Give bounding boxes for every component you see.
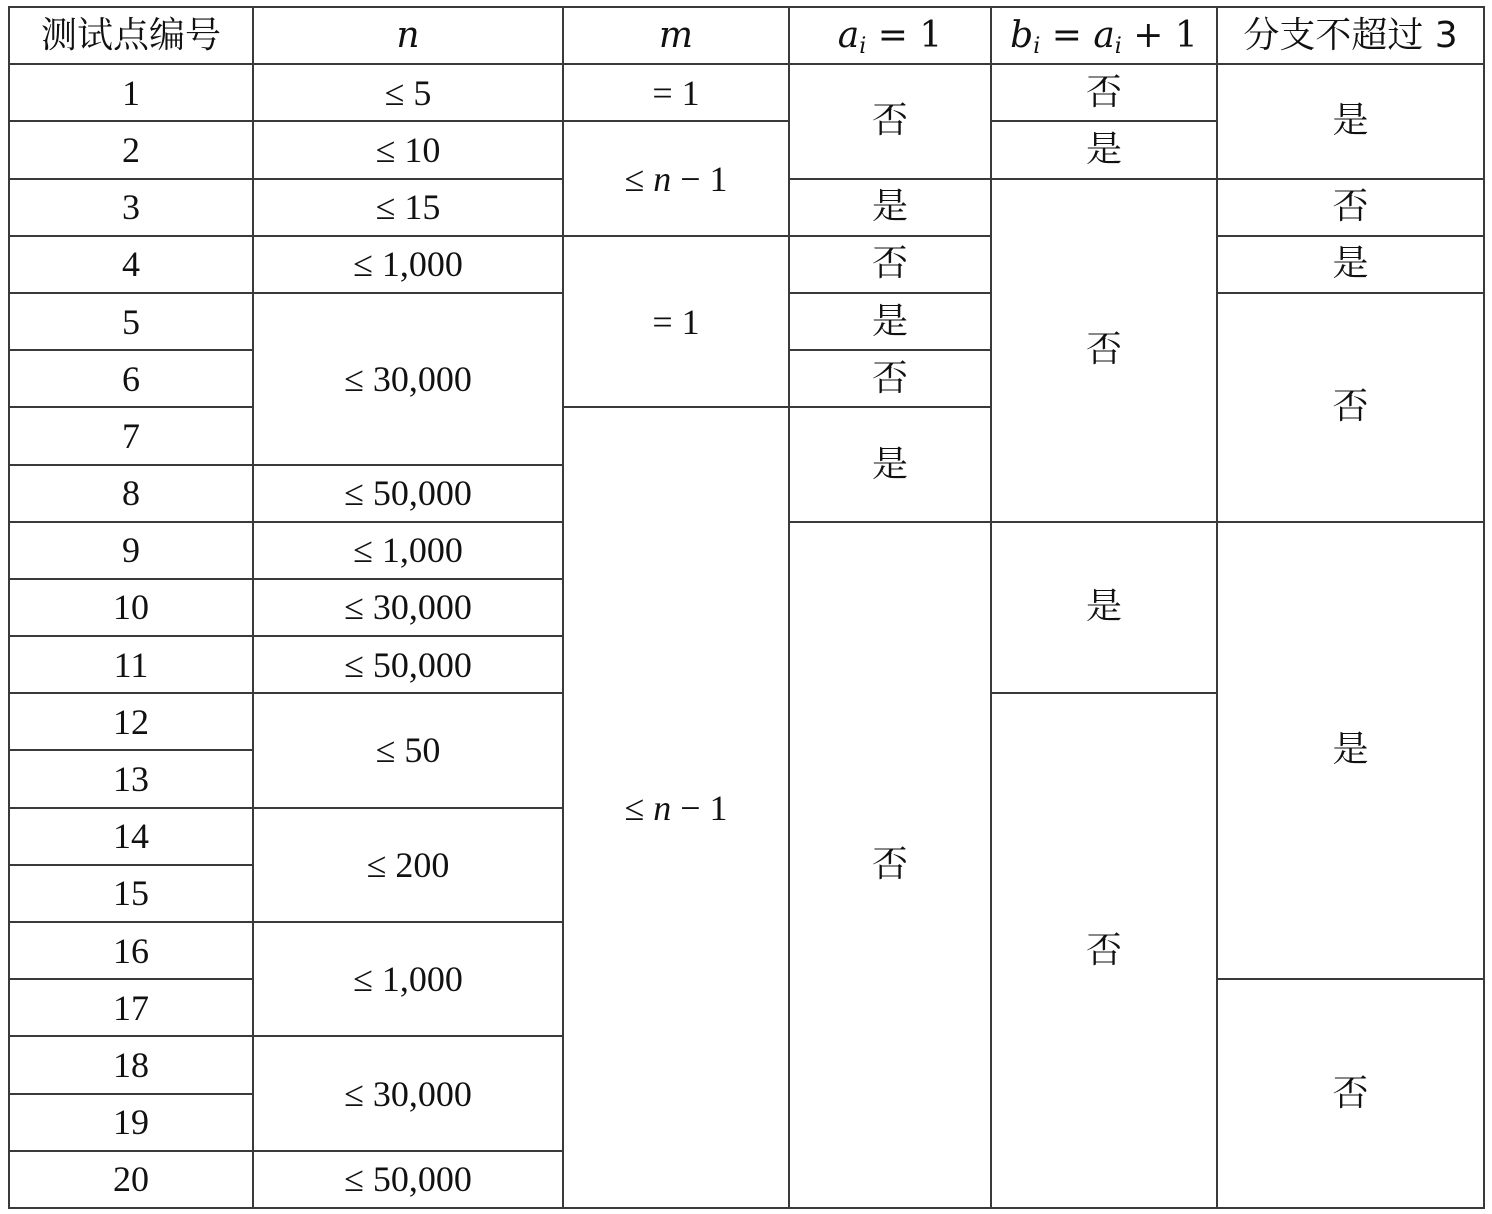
cell-a: 是: [789, 179, 991, 236]
cell-test-id: 13: [9, 750, 253, 807]
cell-test-id: 4: [9, 236, 253, 293]
cell-test-id: 8: [9, 465, 253, 522]
cell-test-id: 11: [9, 636, 253, 693]
cell-n: ≤ 50,000: [253, 636, 563, 693]
cell-m: ≤ n − 1: [563, 121, 789, 235]
cell-n: ≤ 1,000: [253, 236, 563, 293]
cell-m: = 1: [563, 236, 789, 408]
header-row: [9, 7, 1484, 64]
cell-m: = 1: [563, 64, 789, 121]
cell-n: ≤ 30,000: [253, 579, 563, 636]
cell-n: ≤ 50: [253, 693, 563, 807]
cell-n: ≤ 50,000: [253, 465, 563, 522]
cell-a: 是: [789, 407, 991, 521]
cell-branch: 是: [1217, 236, 1484, 293]
cell-test-id: 19: [9, 1094, 253, 1151]
header-test-id: 测试点编号: [9, 7, 253, 64]
cell-test-id: 12: [9, 693, 253, 750]
header-branch-limit: 分支不超过 3: [1217, 7, 1484, 64]
cell-a: 否: [789, 350, 991, 407]
cell-n: ≤ 1,000: [253, 922, 563, 1036]
cell-n: ≤ 15: [253, 179, 563, 236]
cell-m: ≤ n − 1: [563, 407, 789, 1208]
cell-test-id: 15: [9, 865, 253, 922]
cell-test-id: 18: [9, 1036, 253, 1093]
cell-test-id: 5: [9, 293, 253, 350]
cell-n: ≤ 50,000: [253, 1151, 563, 1208]
cell-n: ≤ 200: [253, 808, 563, 922]
cell-branch: 是: [1217, 522, 1484, 980]
cell-n: ≤ 30,000: [253, 293, 563, 465]
header-a-equals-1: $a_i = 1$: [789, 7, 991, 64]
cell-branch: 否: [1217, 979, 1484, 1208]
header-n: n: [253, 7, 563, 64]
header-b-equals-a-plus-1: $b_i = a_i + 1$: [991, 7, 1217, 64]
cell-test-id: 20: [9, 1151, 253, 1208]
cell-n: ≤ 30,000: [253, 1036, 563, 1150]
cell-test-id: 7: [9, 407, 253, 464]
header-m: m: [563, 7, 789, 64]
cell-branch: 否: [1217, 293, 1484, 522]
cell-test-id: 16: [9, 922, 253, 979]
cell-a: 是: [789, 293, 991, 350]
cell-test-id: 3: [9, 179, 253, 236]
cell-test-id: 2: [9, 121, 253, 178]
cell-n: ≤ 1,000: [253, 522, 563, 579]
cell-n: ≤ 10: [253, 121, 563, 178]
cell-test-id: 10: [9, 579, 253, 636]
cell-a: 否: [789, 522, 991, 1208]
cell-test-id: 1: [9, 64, 253, 121]
cell-n: ≤ 5: [253, 64, 563, 121]
table-row: [9, 64, 1484, 121]
subtask-table: [8, 6, 1485, 1209]
cell-b: 是: [991, 522, 1217, 694]
cell-test-id: 6: [9, 350, 253, 407]
cell-test-id: 9: [9, 522, 253, 579]
cell-branch: 否: [1217, 179, 1484, 236]
cell-a: 否: [789, 64, 991, 178]
cell-b: 否: [991, 693, 1217, 1208]
cell-branch: 是: [1217, 64, 1484, 178]
cell-test-id: 14: [9, 808, 253, 865]
cell-test-id: 17: [9, 979, 253, 1036]
cell-b: 否: [991, 64, 1217, 121]
cell-b: 否: [991, 179, 1217, 522]
table-row: [9, 236, 1484, 293]
cell-a: 否: [789, 236, 991, 293]
cell-b: 是: [991, 121, 1217, 178]
